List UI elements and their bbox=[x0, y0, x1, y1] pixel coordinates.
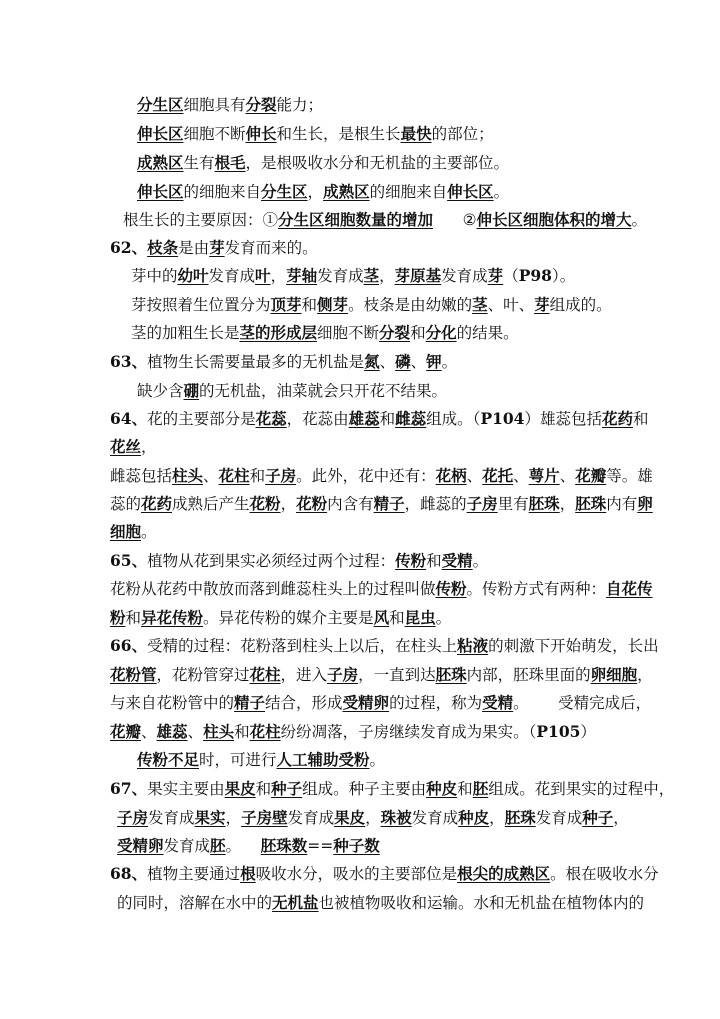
text-run: 、 bbox=[379, 353, 396, 371]
text-run: 。 bbox=[141, 523, 157, 541]
text-run: 发育成 bbox=[148, 809, 195, 827]
text-line bbox=[117, 808, 629, 828]
text-run: 根生长的主要原因：① bbox=[123, 211, 279, 229]
emphasized-term: 花柱 bbox=[249, 722, 281, 741]
emphasized-term: 雌蕊 bbox=[395, 409, 427, 428]
text-line bbox=[137, 381, 447, 401]
text-line bbox=[110, 693, 651, 713]
emphasized-term: 子房壁 bbox=[241, 808, 288, 827]
text-run: 里有 bbox=[497, 495, 529, 513]
emphasized-term: 芽 bbox=[209, 238, 225, 257]
text-run: ， bbox=[365, 809, 381, 827]
emphasized-term: 62、 bbox=[110, 238, 148, 257]
emphasized-term: 花药 bbox=[141, 494, 173, 513]
emphasized-term: 子房 bbox=[265, 466, 297, 485]
text-run: ② bbox=[433, 211, 477, 229]
text-run: 。 受精完成后， bbox=[513, 694, 652, 712]
text-line bbox=[110, 722, 596, 742]
emphasized-term: P104 bbox=[480, 409, 525, 428]
text-run: 花粉从花药中散放而落到雌蕊柱头上的过程叫做 bbox=[110, 580, 436, 598]
emphasized-term: 花柱 bbox=[218, 466, 250, 485]
text-line bbox=[110, 665, 653, 685]
text-run: 植物从花到果实必须经过两个过程： bbox=[147, 552, 396, 570]
text-run: 生有 bbox=[183, 154, 215, 172]
text-line bbox=[110, 494, 653, 514]
text-run: 蕊的 bbox=[110, 495, 142, 513]
emphasized-term: 分化 bbox=[425, 323, 457, 342]
text-line bbox=[117, 893, 644, 913]
text-run: 和生长，是根生长 bbox=[276, 125, 401, 143]
emphasized-term: 花丝 bbox=[110, 437, 142, 456]
text-line bbox=[137, 124, 494, 144]
text-run: ， bbox=[280, 495, 297, 513]
emphasized-term: 风 bbox=[373, 608, 390, 627]
text-run: 等。雄 bbox=[606, 467, 653, 485]
text-run: ） bbox=[580, 723, 596, 741]
text-run: 组成。花到果实的过程中， bbox=[488, 780, 675, 798]
text-line bbox=[131, 323, 519, 343]
emphasized-term: 种皮 bbox=[458, 808, 490, 827]
text-run: ，进入 bbox=[280, 666, 328, 684]
emphasized-term: 64、 bbox=[110, 409, 148, 428]
emphasized-term: 萼片 bbox=[528, 466, 560, 485]
text-run: 、 bbox=[203, 467, 219, 485]
emphasized-term: 果皮 bbox=[224, 779, 256, 798]
text-run: 和 bbox=[389, 609, 405, 627]
emphasized-term: 花药 bbox=[601, 409, 633, 428]
text-run: 。 bbox=[631, 211, 648, 229]
emphasized-term: 顶芽 bbox=[270, 295, 302, 314]
text-run: 细胞不断 bbox=[317, 324, 380, 342]
emphasized-term: 成熟区 bbox=[323, 182, 370, 201]
emphasized-term: 花瓣 bbox=[110, 722, 142, 741]
emphasized-term: 枝条 bbox=[147, 238, 179, 257]
emphasized-term: 珠被 bbox=[380, 808, 412, 827]
text-run: ）雄蕊包括 bbox=[524, 410, 602, 428]
text-run: 组成。（ bbox=[426, 410, 481, 428]
emphasized-term: 细胞 bbox=[110, 522, 142, 541]
emphasized-term: 受精卵 bbox=[342, 693, 390, 712]
text-run: 。 bbox=[435, 609, 452, 627]
emphasized-term: 无机盐 bbox=[272, 893, 319, 912]
emphasized-term: 根尖的成熟区 bbox=[457, 864, 551, 883]
text-run: 的刺激下开始萌发，长出 bbox=[488, 637, 659, 655]
emphasized-term: 65、 bbox=[110, 551, 148, 570]
text-run: ， bbox=[613, 809, 629, 827]
emphasized-term: 受精卵 bbox=[117, 836, 164, 855]
text-run: ）。 bbox=[551, 267, 576, 285]
text-run: 发育成 bbox=[208, 267, 256, 285]
text-line bbox=[131, 295, 612, 315]
emphasized-term: 雄蕊 bbox=[348, 409, 380, 428]
emphasized-term: 胚珠 bbox=[504, 808, 536, 827]
emphasized-term: 芽原基 bbox=[394, 266, 442, 285]
text-run: 时，可进行 bbox=[199, 751, 277, 769]
text-line bbox=[137, 182, 509, 202]
emphasized-term: 63、 bbox=[110, 352, 148, 371]
text-run: ， bbox=[489, 809, 505, 827]
emphasized-term: 根 bbox=[240, 864, 256, 883]
emphasized-term: 氮 bbox=[364, 352, 380, 371]
text-line bbox=[137, 153, 509, 173]
text-line bbox=[110, 579, 653, 599]
text-run: == bbox=[307, 837, 334, 855]
emphasized-term: 子房 bbox=[466, 494, 498, 513]
text-run: 和 bbox=[632, 410, 649, 428]
text-run: 组成。种子主要由 bbox=[302, 780, 427, 798]
text-run: ，花粉管穿过 bbox=[156, 666, 250, 684]
emphasized-term: 伸长区 bbox=[137, 182, 184, 201]
emphasized-term: 花瓣 bbox=[575, 466, 607, 485]
emphasized-term: 传粉 bbox=[395, 551, 427, 570]
text-run: 和 bbox=[249, 467, 266, 485]
emphasized-term: 花蕊 bbox=[255, 409, 287, 428]
emphasized-term: 果实 bbox=[194, 808, 226, 827]
text-run: 芽中的 bbox=[131, 267, 178, 285]
text-line bbox=[117, 836, 380, 856]
emphasized-term: 种子 bbox=[582, 808, 614, 827]
emphasized-term: 分生区 bbox=[137, 95, 184, 114]
text-line bbox=[110, 779, 674, 799]
emphasized-term: 侧芽 bbox=[317, 295, 349, 314]
emphasized-term: 68、 bbox=[110, 864, 148, 883]
text-line bbox=[123, 210, 647, 230]
text-run: 。异花传粉的媒介主要是 bbox=[203, 609, 374, 627]
text-run: 能力； bbox=[276, 96, 324, 114]
text-run: ， bbox=[307, 183, 324, 201]
text-run: 和 bbox=[457, 780, 473, 798]
text-run: 。 bbox=[493, 183, 510, 201]
text-run: 缺少含 bbox=[137, 382, 184, 400]
text-run: 。 bbox=[225, 837, 261, 855]
text-run: 、 bbox=[187, 723, 204, 741]
text-line bbox=[110, 437, 157, 457]
text-run: 的细胞来自 bbox=[183, 183, 262, 201]
emphasized-term: 伸长区 bbox=[447, 182, 494, 201]
text-run: 的无机盐，油菜就会只开花不结果。 bbox=[199, 382, 448, 400]
emphasized-term: 花粉 bbox=[296, 494, 328, 513]
text-line bbox=[131, 266, 575, 286]
text-run: ， bbox=[637, 666, 653, 684]
emphasized-term: 芽 bbox=[534, 295, 550, 314]
text-run: 成熟后产生 bbox=[172, 495, 250, 513]
emphasized-term: 花粉 bbox=[249, 494, 281, 513]
emphasized-term: 种子 bbox=[271, 779, 303, 798]
text-run: 芽按照着生位置分为 bbox=[131, 296, 271, 314]
text-run: 、 bbox=[466, 467, 483, 485]
emphasized-term: 茎 bbox=[472, 295, 488, 314]
emphasized-term: 根毛 bbox=[214, 153, 246, 172]
text-run: 发育而来的。 bbox=[224, 239, 318, 257]
text-run: ，花蕊由 bbox=[286, 410, 349, 428]
emphasized-term: 子房 bbox=[117, 808, 149, 827]
text-run: 受精的过程：花粉落到柱头上以后，在柱头上 bbox=[147, 637, 458, 655]
emphasized-term: 芽 bbox=[487, 266, 504, 285]
text-run: 发育成 bbox=[535, 809, 583, 827]
emphasized-term: 自花传 bbox=[606, 579, 653, 598]
text-run: 和 bbox=[301, 296, 318, 314]
text-run: 茎的加粗生长是 bbox=[131, 324, 240, 342]
text-line bbox=[110, 522, 157, 542]
emphasized-term: 66、 bbox=[110, 636, 148, 655]
emphasized-term: 花柄 bbox=[435, 466, 467, 485]
emphasized-term: 粉 bbox=[110, 608, 126, 627]
emphasized-term: 传粉不足 bbox=[137, 750, 200, 769]
emphasized-term: 胚珠 bbox=[575, 494, 607, 513]
text-run: 和 bbox=[426, 552, 442, 570]
text-run: 的细胞来自 bbox=[369, 183, 448, 201]
text-run: ，是根吸收水分和无机盐的主要部位。 bbox=[245, 154, 510, 172]
text-run: ， bbox=[270, 267, 287, 285]
text-run: 的同时，溶解在水中的 bbox=[117, 894, 273, 912]
text-run: 、 bbox=[141, 723, 157, 741]
emphasized-term: 67、 bbox=[110, 779, 148, 798]
emphasized-term: 卵 bbox=[637, 494, 653, 513]
text-run: ， bbox=[379, 267, 395, 285]
emphasized-term: 花托 bbox=[482, 466, 514, 485]
text-run: 果实主要由 bbox=[147, 780, 225, 798]
text-run: 、叶、 bbox=[487, 296, 535, 314]
emphasized-term: 雄蕊 bbox=[156, 722, 188, 741]
emphasized-term: 受精 bbox=[441, 551, 473, 570]
text-run: 植物主要通过 bbox=[147, 865, 241, 883]
emphasized-term: 茎 bbox=[363, 266, 380, 285]
emphasized-term: 种皮 bbox=[426, 779, 458, 798]
text-line bbox=[137, 95, 323, 115]
text-run: ， bbox=[141, 438, 157, 456]
text-line bbox=[110, 352, 457, 372]
text-run: ， bbox=[559, 495, 576, 513]
text-run: 内部，胚珠里面的 bbox=[466, 666, 591, 684]
text-run: 发育成 bbox=[317, 267, 364, 285]
text-line bbox=[110, 864, 659, 884]
text-line bbox=[110, 608, 451, 628]
emphasized-term: 传粉 bbox=[435, 579, 467, 598]
text-run: 和 bbox=[379, 410, 396, 428]
emphasized-term: 硼 bbox=[183, 381, 200, 400]
text-run: 。枝条是由幼嫩的 bbox=[348, 296, 473, 314]
emphasized-term: 分生区细胞数量的增加 bbox=[278, 210, 434, 229]
emphasized-term: 分裂 bbox=[379, 323, 411, 342]
emphasized-term: 果皮 bbox=[334, 808, 366, 827]
emphasized-term: 卵细胞 bbox=[590, 665, 638, 684]
emphasized-term: 胚 bbox=[472, 779, 489, 798]
text-run: 和 bbox=[410, 324, 426, 342]
emphasized-term: P105 bbox=[536, 722, 581, 741]
emphasized-term: 伸长区细胞体积的增大 bbox=[476, 210, 632, 229]
text-run: 纷纷凋落，子房继续发育成为果实。（ bbox=[280, 723, 537, 741]
emphasized-term: 胚珠 bbox=[435, 665, 467, 684]
text-run: 组成的。 bbox=[549, 296, 612, 314]
text-run: 。此外，花中还有： bbox=[296, 467, 436, 485]
emphasized-term: 柱头 bbox=[203, 722, 235, 741]
emphasized-term: 成熟区 bbox=[137, 153, 184, 172]
text-run: 、 bbox=[559, 467, 576, 485]
emphasized-term: 分裂 bbox=[245, 95, 277, 114]
emphasized-term: 胚珠 bbox=[528, 494, 560, 513]
emphasized-term: 茎的形成层 bbox=[239, 323, 318, 342]
text-run: 雌蕊包括 bbox=[110, 467, 173, 485]
emphasized-term: 异花传粉 bbox=[141, 608, 204, 627]
text-line bbox=[110, 238, 318, 258]
text-run: 内有 bbox=[606, 495, 638, 513]
emphasized-term: 精子 bbox=[373, 494, 405, 513]
text-run: 和 bbox=[234, 723, 250, 741]
text-run: 、 bbox=[513, 467, 529, 485]
text-run: 发育成 bbox=[287, 809, 335, 827]
emphasized-term: 胚珠数 bbox=[260, 836, 308, 855]
text-run: 、 bbox=[410, 353, 427, 371]
text-run: 结合，形成 bbox=[265, 694, 343, 712]
text-run: 花的主要部分是 bbox=[147, 410, 256, 428]
emphasized-term: 柱头 bbox=[172, 466, 204, 485]
text-line bbox=[110, 551, 488, 571]
emphasized-term: 胚 bbox=[210, 836, 226, 855]
text-run: 吸收水分，吸水的主要部位是 bbox=[255, 865, 458, 883]
emphasized-term: 伸长区 bbox=[137, 124, 184, 143]
text-run: 细胞不断 bbox=[183, 125, 246, 143]
text-run: 。根在吸收水分 bbox=[550, 865, 659, 883]
text-run: 。 bbox=[472, 552, 489, 570]
text-run: 。 bbox=[369, 751, 386, 769]
emphasized-term: 粘液 bbox=[457, 636, 489, 655]
text-run: ，雌蕊的 bbox=[404, 495, 467, 513]
emphasized-term: 叶 bbox=[255, 266, 271, 285]
text-run: ， bbox=[225, 809, 242, 827]
text-line bbox=[110, 466, 653, 486]
text-run: 植物生长需要量最多的无机盐是 bbox=[147, 353, 365, 371]
emphasized-term: 种子数 bbox=[333, 836, 380, 855]
text-line bbox=[110, 636, 659, 656]
emphasized-term: 花柱 bbox=[249, 665, 281, 684]
emphasized-term: 花粉管 bbox=[110, 665, 157, 684]
emphasized-term: 芽轴 bbox=[286, 266, 318, 285]
emphasized-term: 精子 bbox=[234, 693, 266, 712]
text-run: 和 bbox=[255, 780, 272, 798]
text-run: 的结果。 bbox=[456, 324, 519, 342]
emphasized-term: 伸长 bbox=[245, 124, 277, 143]
emphasized-term: 幼叶 bbox=[177, 266, 209, 285]
text-run: 细胞具有 bbox=[183, 96, 246, 114]
text-run: 内含有 bbox=[327, 495, 374, 513]
emphasized-term: 子房 bbox=[327, 665, 359, 684]
text-run: 发育成 bbox=[163, 837, 211, 855]
emphasized-term: 人工辅助受粉 bbox=[276, 750, 370, 769]
text-line bbox=[110, 409, 649, 429]
emphasized-term: P98 bbox=[518, 266, 552, 285]
text-run: ，一直到达 bbox=[358, 666, 436, 684]
text-run: 是由 bbox=[178, 239, 210, 257]
text-run: 和 bbox=[125, 609, 142, 627]
emphasized-term: 磷 bbox=[395, 352, 411, 371]
text-run: 与来自花粉管中的 bbox=[110, 694, 235, 712]
text-line bbox=[137, 750, 385, 770]
text-run: 。传粉方式有两种： bbox=[466, 580, 607, 598]
text-run: 发育成 bbox=[441, 267, 488, 285]
text-run: 发育成 bbox=[411, 809, 459, 827]
text-run: 。 bbox=[441, 353, 458, 371]
text-run: 也被植物吸收和运输。水和无机盐在植物体内的 bbox=[318, 894, 645, 912]
emphasized-term: 受精 bbox=[482, 693, 514, 712]
text-run: 的部位； bbox=[431, 125, 494, 143]
emphasized-term: 最快 bbox=[400, 124, 432, 143]
text-run: （ bbox=[503, 267, 519, 285]
text-run: 的过程，称为 bbox=[389, 694, 483, 712]
emphasized-term: 分生区 bbox=[261, 182, 308, 201]
emphasized-term: 昆虫 bbox=[404, 608, 436, 627]
emphasized-term: 钾 bbox=[426, 352, 442, 371]
